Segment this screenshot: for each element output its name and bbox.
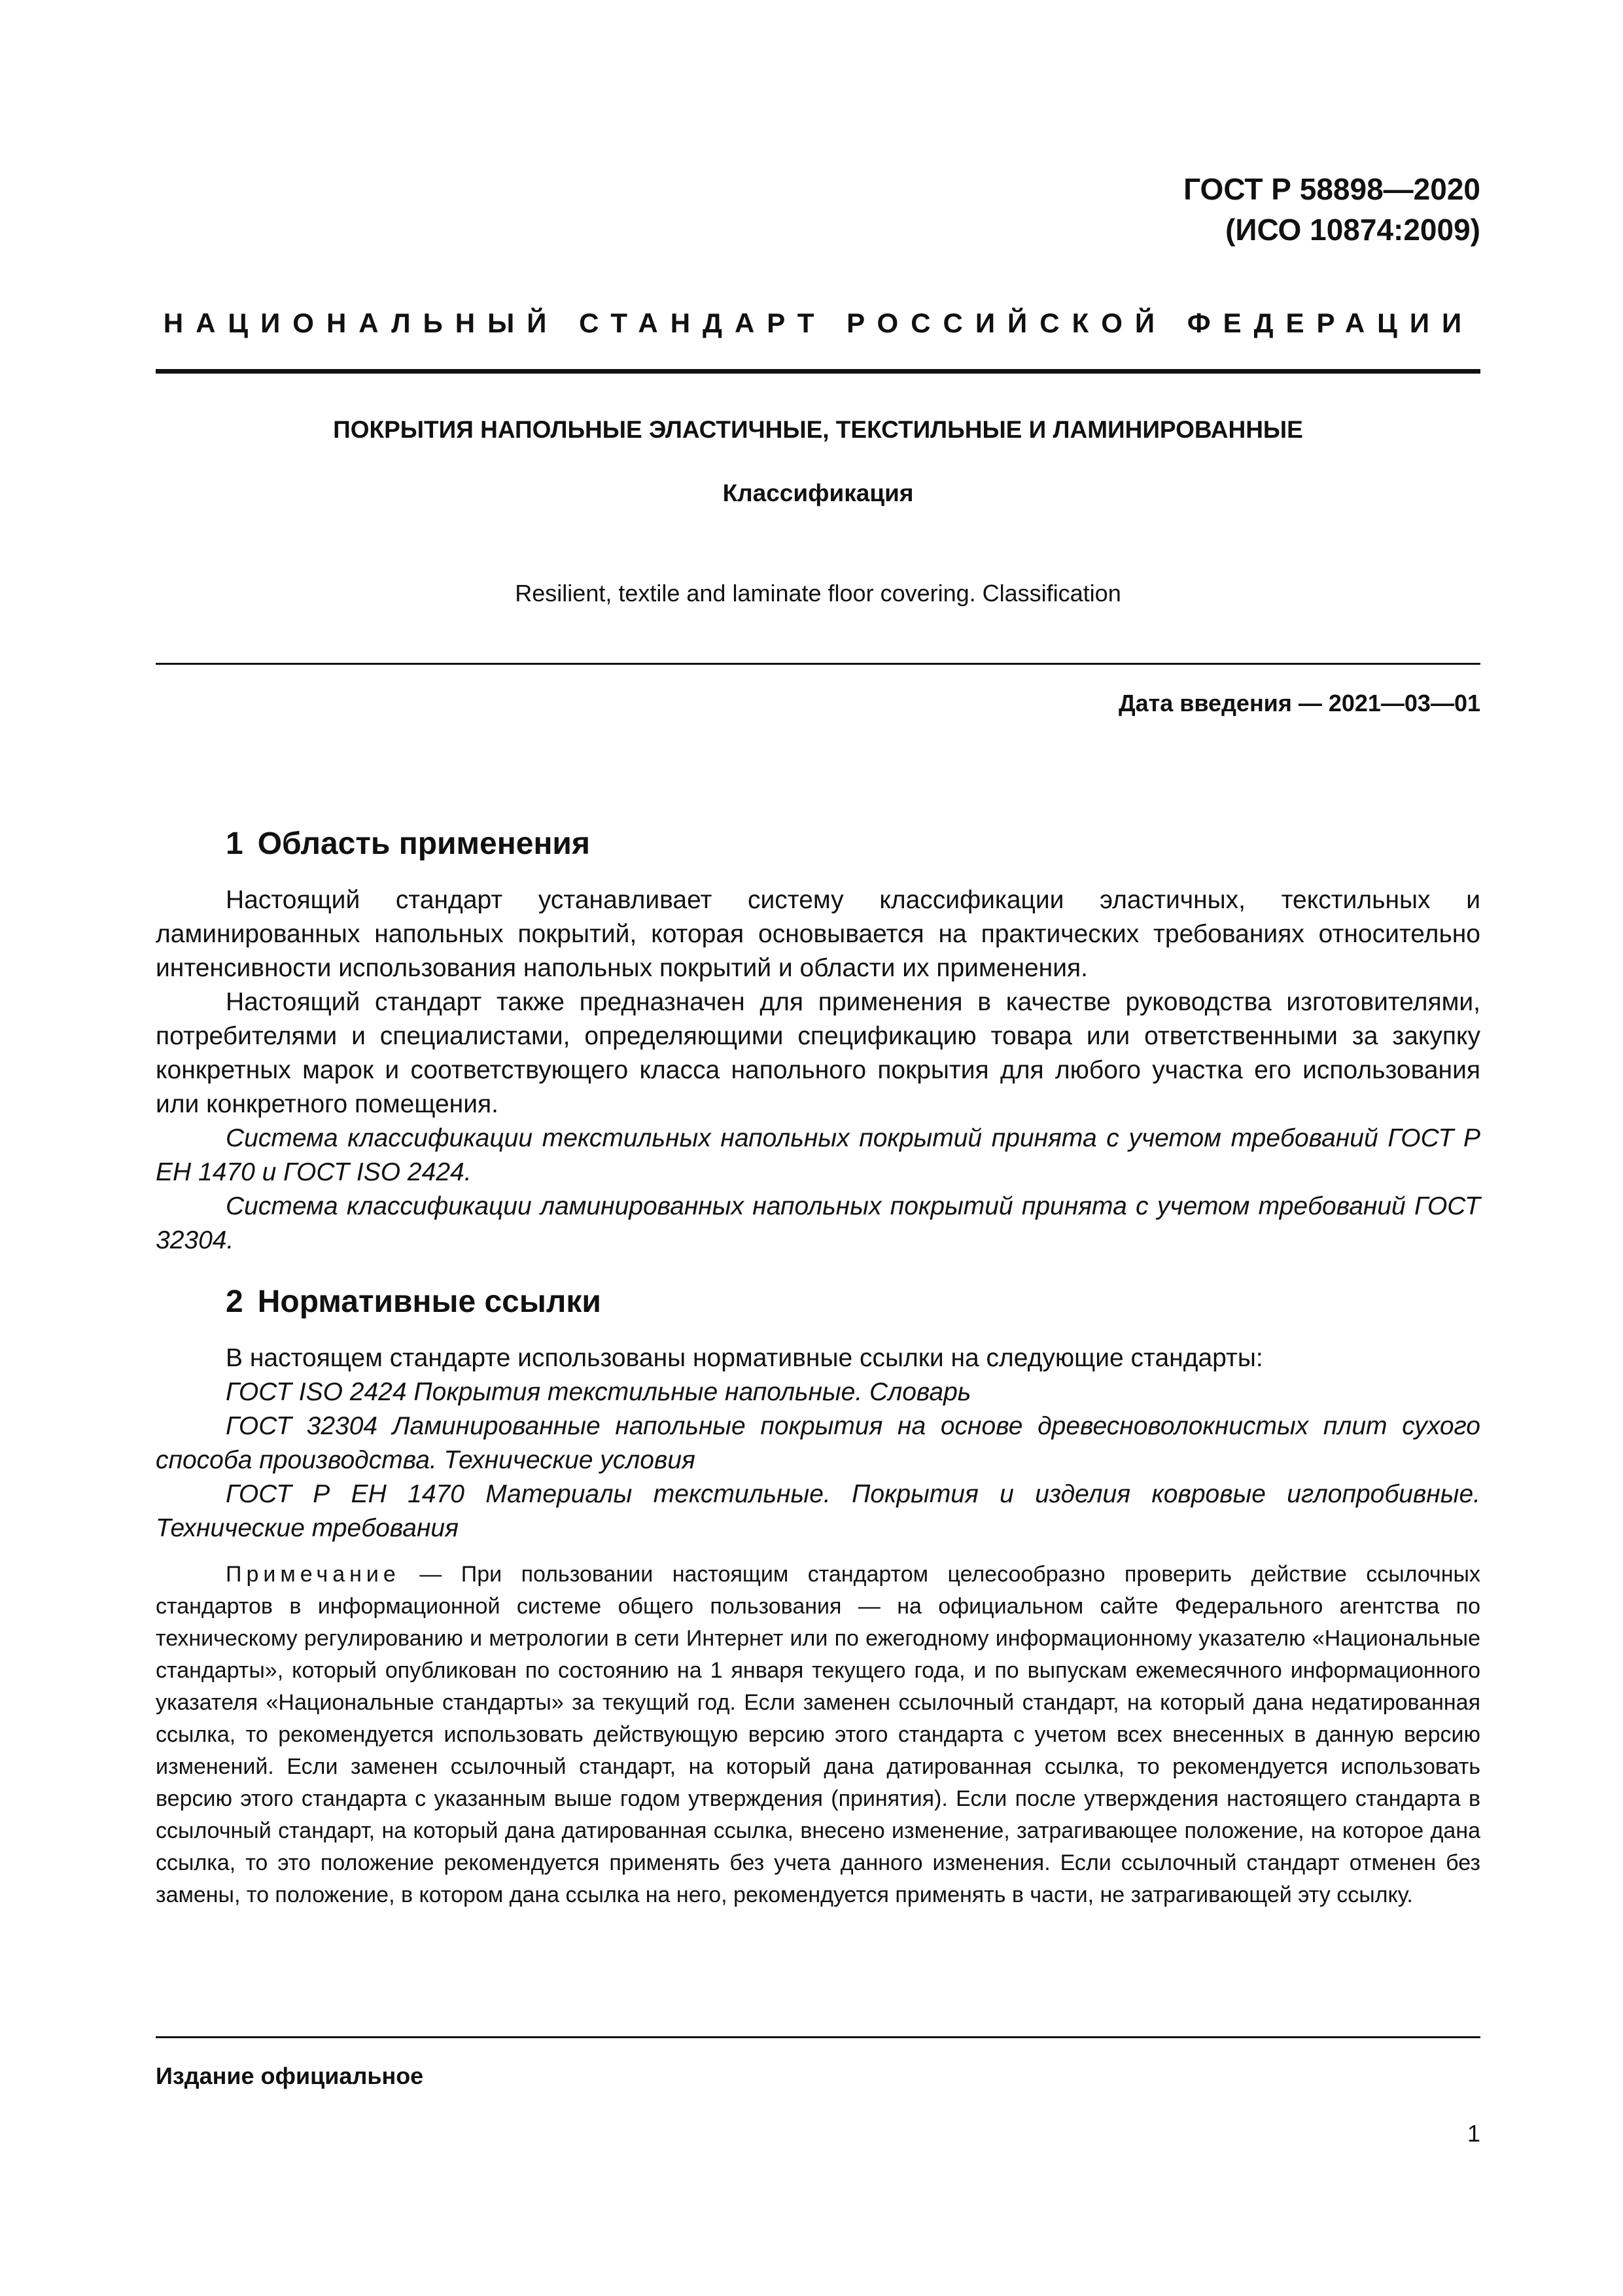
section-2-title: Нормативные ссылки: [257, 1284, 601, 1319]
section-2-number: 2: [226, 1284, 243, 1319]
section-2-heading: [226, 1284, 601, 1320]
section-2-note: [156, 1559, 1480, 1911]
introduction-date: Дата введения — 2021—03—01: [1118, 690, 1480, 716]
section-1-paragraph: Система классификации текстильных напольных покрытий принята с учетом требований ГОСТ Р ЕН 1470 и ГОСТ ISO 2424.: [156, 1124, 1480, 1186]
section-2-intro: В настоящем стандарте использованы нормативные ссылки на следующие стандарты:: [226, 1344, 1263, 1372]
gost-number: ГОСТ Р 58898—2020: [1183, 172, 1480, 206]
normative-reference: ГОСТ Р ЕН 1470 Материалы текстильные. Покрытия и изделия ковровые иглопробивные. Технические требования: [156, 1480, 1480, 1542]
official-edition-label: Издание официальное: [156, 2062, 424, 2089]
footer-divider: [156, 2036, 1480, 2038]
national-standard-banner: НАЦИОНАЛЬНЫЙ СТАНДАРТ РОССИЙСКОЙ ФЕДЕРАЦИИ: [163, 308, 1475, 338]
section-1-body: [156, 883, 1480, 1258]
document-subtitle: Классификация: [722, 480, 914, 506]
normative-reference: ГОСТ 32304 Ламинированные напольные покрытия на основе древесноволокнистых плит сухого способа производства. Технические условия: [156, 1412, 1480, 1474]
normative-reference: ГОСТ ISO 2424 Покрытия текстильные напольные. Словарь: [226, 1378, 971, 1406]
section-2-body: [156, 1341, 1480, 1545]
document-title: ПОКРЫТИЯ НАПОЛЬНЫЕ ЭЛАСТИЧНЫЕ, ТЕКСТИЛЬНЫЕ И ЛАМИНИРОВАННЫЕ: [333, 416, 1303, 443]
note-text: — При пользовании настоящим стандартом целесообразно проверить действие ссылочных стандартов в информационной системе общего пользования — на официальном сайте Федерального агентства по техническому регулированию и метрологии в сети Интернет или по ежегодному информационному указателю «Национальные стандарты», который опубликован по состоянию на 1 января текущего года, и по выпускам ежемесячного информационного указателя «Национальные стандарты» за текущий год. Если заменен ссылочный стандарт, на который дана недатированная ссылка, то рекомендуется использовать действующую версию этого стандарта с учетом всех внесенных в данную версию изменений. Если заменен ссылочный стандарт, на который дана датированная ссылка, то рекомендуется использовать версию этого стандарта с указанным выше годом утверждения (принятия). Если после утверждения настоящего стандарта в ссылочный стандарт, на который дана датированная ссылка, внесено изменение, затрагивающее положение, на которое дана ссылка, то это положение рекомендуется применять без учета данного изменения. Если ссылочный стандарт отменен без замены, то положение, в котором дана ссылка на него, рекомендуется применять в части, не затрагивающей эту ссылку.: [156, 1562, 1480, 1907]
section-1-paragraph: Система классификации ламинированных напольных покрытий принята с учетом требований ГОСТ 32304.: [156, 1192, 1480, 1254]
gost-designation: [1183, 169, 1480, 250]
english-title: Resilient, textile and laminate floor covering. Classification: [515, 580, 1121, 607]
section-1-number: 1: [226, 826, 243, 861]
section-1-heading: [226, 826, 590, 862]
section-1-title: Область применения: [257, 826, 590, 861]
section-1-paragraph: Настоящий стандарт устанавливает систему классификации эластичных, текстильных и ламинированных напольных покрытий, которая основывается на практических требованиях относительно интенсивности использования напольных покрытий и области их применения.: [156, 886, 1480, 982]
title-divider: [156, 663, 1480, 665]
page-number: 1: [1467, 2120, 1480, 2147]
iso-number: (ИСО 10874:2009): [1225, 213, 1480, 247]
header-divider: [156, 369, 1480, 374]
note-lead: Примечание: [226, 1562, 400, 1587]
section-1-paragraph: Настоящий стандарт также предназначен для применения в качестве руководства изготовителями, потребителями и специалистами, определяющими спецификацию товара или ответственными за закупку конкретных марок и соответствующего класса напольного покрытия для любого участка его использования или конкретного помещения.: [156, 988, 1480, 1118]
